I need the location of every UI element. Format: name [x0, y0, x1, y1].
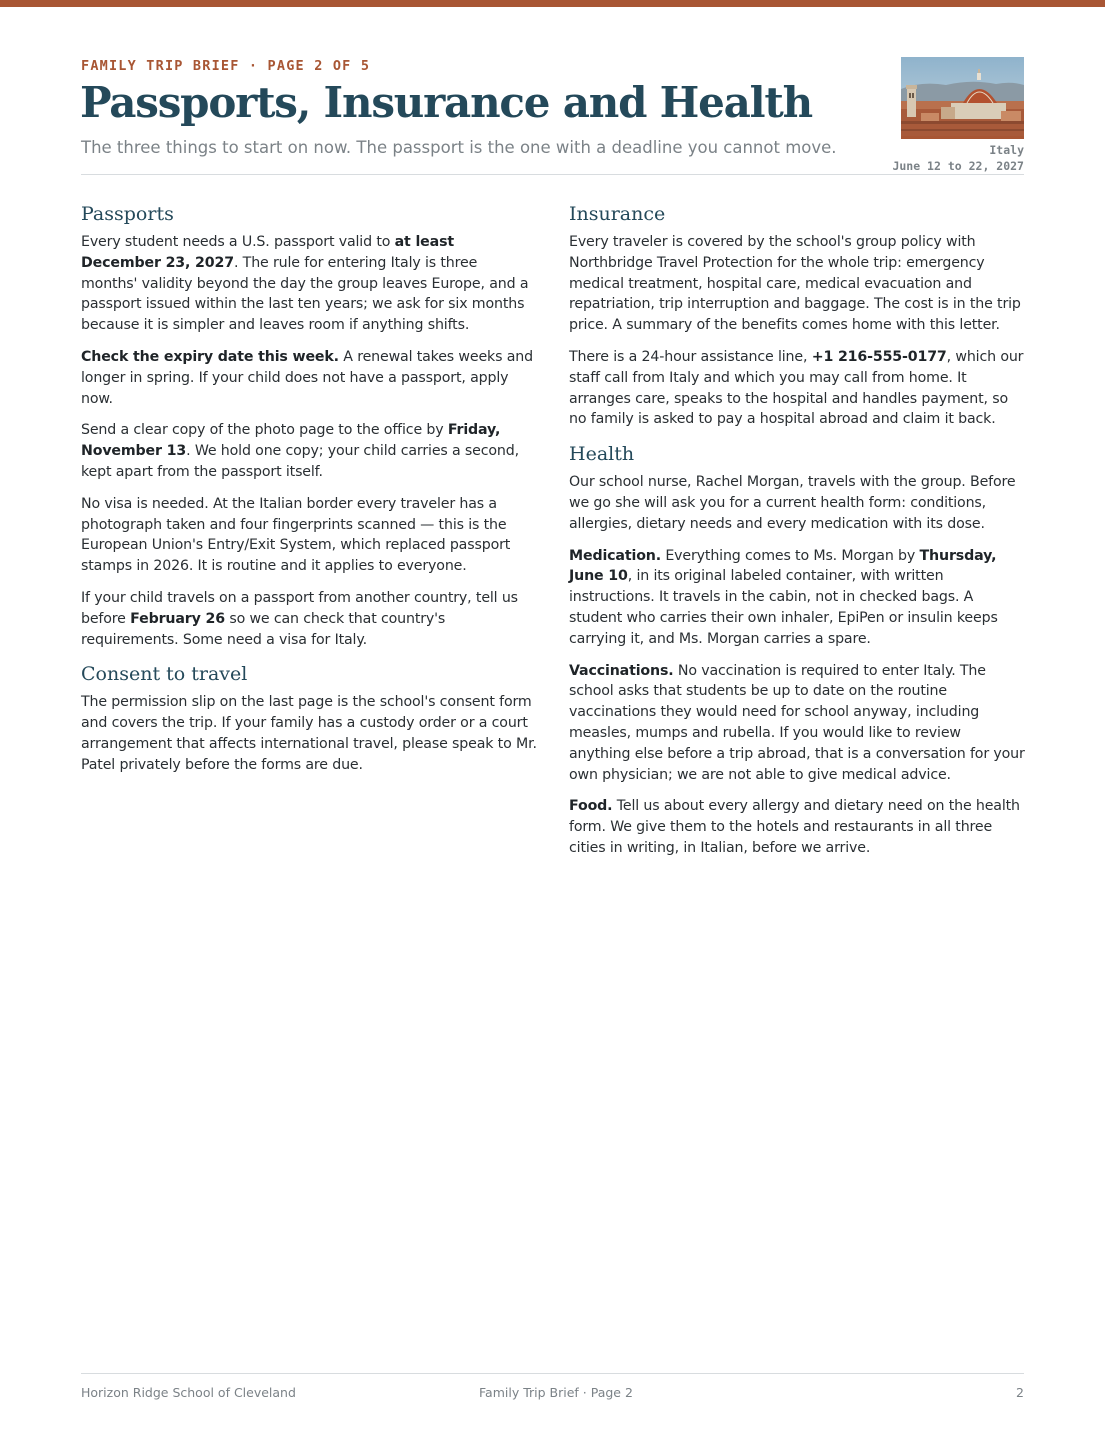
health-paragraph: Our school nurse, Rachel Morgan, travels with the group. Before we go she will ask you for a current health form: conditions, allergies, dietary needs and every medication with its dose. [569, 474, 1016, 532]
health-paragraph: Vaccinations. No vaccination is required to enter Italy. The school asks that students be up to date on the routine vaccinations they would need for school anyway, including measles, mumps and rubella. If you would like to review anything else before a trip abroad, that is a conversation for your own physician; we are not able to give medical advice. [569, 662, 1025, 783]
top-accent-bar [0, 0, 1105, 7]
header-divider [81, 174, 1024, 175]
insurance-heading: Insurance [569, 203, 666, 225]
florence-cathedral-photo [901, 57, 1024, 139]
consent-section [81, 661, 537, 775]
eyebrow-label: FAMILY TRIP BRIEF · PAGE 2 OF 5 [81, 58, 371, 74]
health-section [569, 441, 1025, 859]
page-subtitle: The three things to start on now. The passport is the one with a deadline you cannot move. [81, 138, 837, 157]
footer-divider [81, 1373, 1024, 1374]
passports-section [81, 201, 537, 650]
passports-paragraph: Every student needs a U.S. passport valid to at least December 23, 2027. The rule for entering Italy is three months' validity beyond the day the group leaves Europe, and a passport issued within the last ten years; we ask for six months because it is simpler and leaves room if anything shifts. [81, 234, 529, 334]
passports-paragraph: No visa is needed. At the Italian border every traveler has a photograph taken and four fingerprints scanned — this is the European Union's Entry/Exit System, which replaced passport stamps in 2026. It is routine and it applies to everyone. [81, 495, 511, 575]
insurance-paragraph: There is a 24-hour assistance line, +1 216-555-0177, which our staff call from Italy and which you may call from home. It arranges care, speaks to the hospital and handles payment, so no family is asked to pay a hospital abroad and claim it back. [569, 348, 1024, 428]
health-paragraph: Food. Tell us about every allergy and dietary need on the health form. We give them to the hotels and restaurants in all three cities in writing, in Italian, before we arrive. [569, 798, 1020, 856]
footer-page-number: 2 [1016, 1385, 1024, 1400]
consent-paragraph: The permission slip on the last page is the school's consent form and covers the trip. If your family has a custody order or a court arrangement that affects international travel, please speak to Mr. Patel privately before the forms are due. [81, 694, 537, 773]
trip-country: Italy [989, 143, 1024, 157]
assistance-phone: +1 216-555-0177 [811, 348, 947, 365]
passports-paragraph: If your child travels on a passport from another country, tell us before February 26 so we can check that country's requirements. Some need a visa for Italy. [81, 589, 518, 648]
insurance-paragraph: Every traveler is covered by the school's group policy with Northbridge Travel Protection for the whole trip: emergency medical treatment, hospital care, medical evacuation and repatriation, trip interruption and baggage. The cost is in the trip price. A summary of the benefits comes home with this letter. [569, 234, 1021, 334]
health-heading: Health [569, 443, 635, 466]
footer-school-name: Horizon Ridge School of Cleveland [81, 1385, 296, 1400]
passports-paragraph: Send a clear copy of the photo page to the office by Friday, November 13. We hold one copy; your child carries a second, kept apart from the passport itself. [81, 422, 519, 480]
left-column [81, 201, 537, 787]
insurance-section [569, 201, 1025, 430]
footer-document-label: Family Trip Brief · Page 2 [479, 1385, 633, 1400]
passports-heading: Passports [81, 203, 174, 225]
trip-dates: June 12 to 22, 2027 [892, 159, 1024, 173]
page-title: Passports, Insurance and Health [80, 78, 812, 127]
passports-paragraph: Check the expiry date this week. A renewal takes weeks and longer in spring. If your child does not have a passport, apply now. [81, 348, 533, 407]
right-column [569, 201, 1025, 870]
consent-heading: Consent to travel [81, 663, 248, 686]
health-paragraph: Medication. Everything comes to Ms. Morgan by Thursday, June 10, in its original labeled container, with written instructions. It travels in the cabin, not in checked bags. A student who carries their own inhaler, EpiPen or insulin keeps carrying it, and Ms. Morgan carries a spare. [569, 547, 998, 647]
